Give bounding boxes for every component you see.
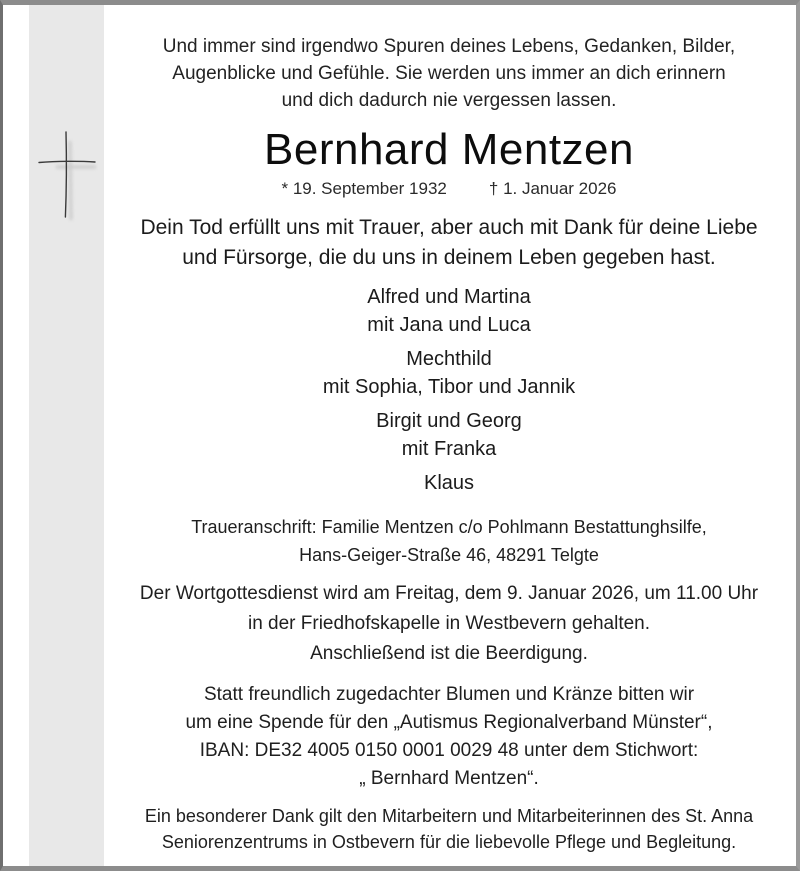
obituary-content: [104, 5, 794, 855]
birth-date: * 19. September 1932: [281, 179, 447, 198]
family-line: mit Franka: [401, 438, 497, 460]
verse-line: Und immer sind irgendwo Spuren deines Lebens, Gedanken, Bilder,: [162, 36, 736, 57]
mourning-address: [104, 513, 794, 569]
tribute-paragraph: [104, 213, 794, 273]
deceased-name: Bernhard Mentzen: [264, 125, 634, 174]
service-line: Anschließend ist die Beerdigung.: [310, 643, 588, 664]
verse-line: und dich dadurch nie vergessen lassen.: [281, 90, 617, 111]
family-line: Klaus: [423, 472, 475, 494]
family-line: Mechthild: [406, 348, 492, 370]
family-line: Birgit und Georg: [376, 410, 522, 432]
donation-line: IBAN: DE32 4005 0150 0001 0029 48 unter dem Stichwort:: [199, 740, 699, 761]
service-info: [104, 579, 794, 669]
thanks-line: Seniorenzentrums in Ostbevern für die liebevolle Pflege und Begleitung.: [161, 832, 737, 852]
thanks-line: Ein besonderer Dank gilt den Mitarbeitern und Mitarbeiterinnen des St. Anna: [144, 806, 754, 826]
donation-line: um eine Spende für den „Autismus Regionalverband Münster“,: [185, 712, 713, 733]
death-date: † 1. Januar 2026: [488, 179, 617, 198]
verse-line: Augenblicke und Gefühle. Sie werden uns immer an dich erinnern: [172, 63, 726, 84]
donation-line: „ Bernhard Mentzen“.: [359, 768, 539, 789]
family-group: [104, 283, 794, 339]
address-line: Traueranschrift: Familie Mentzen c/o Pohlmann Bestattunghsilfe,: [191, 517, 707, 537]
life-dates: [104, 178, 794, 199]
family-group: [104, 345, 794, 401]
address-line: Hans-Geiger-Straße 46, 48291 Telgte: [299, 545, 599, 565]
tribute-line: Dein Tod erfüllt uns mit Trauer, aber auch mit Dank für deine Liebe: [140, 216, 758, 239]
thanks-note: [104, 803, 794, 855]
family-group: [104, 407, 794, 463]
service-line: in der Friedhofskapelle in Westbevern gehalten.: [247, 613, 651, 634]
family-line: mit Sophia, Tibor und Jannik: [322, 376, 576, 398]
memorial-cross-icon: [36, 125, 98, 225]
family-line: mit Jana und Luca: [367, 314, 531, 336]
family-list: [104, 283, 794, 497]
service-line: Der Wortgottesdienst wird am Freitag, dem 9. Januar 2026, um 11.00 Uhr: [139, 583, 759, 604]
intro-verse: [104, 33, 794, 114]
donation-line: Statt freundlich zugedachter Blumen und Kränze bitten wir: [203, 684, 695, 705]
donation-request: [104, 681, 794, 793]
tribute-line: und Fürsorge, die du uns in deinem Leben gegeben hast.: [182, 246, 716, 269]
family-group: [104, 469, 794, 497]
family-line: Alfred und Martina: [367, 286, 531, 308]
